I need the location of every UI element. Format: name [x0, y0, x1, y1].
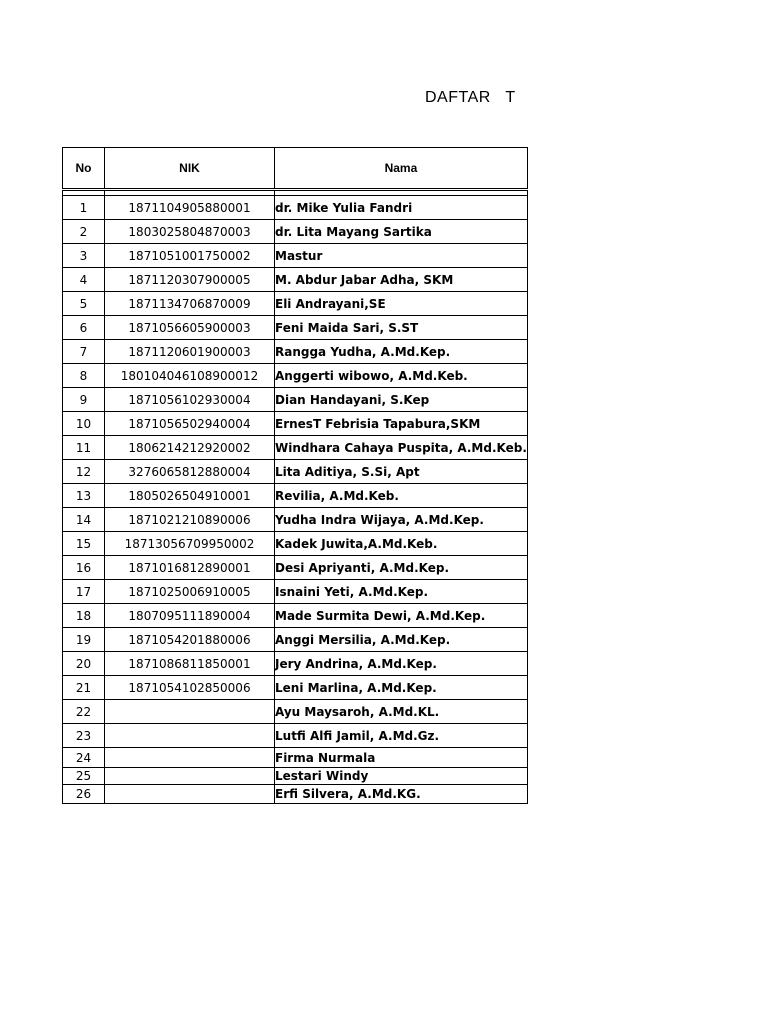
cell-no: 24 [63, 748, 105, 768]
cell-nik: 18713056709950002 [105, 532, 275, 556]
cell-nik: 1871051001750002 [105, 244, 275, 268]
cell-no: 12 [63, 460, 105, 484]
cell-no: 20 [63, 652, 105, 676]
table-row [63, 388, 528, 412]
table-header-row [63, 148, 528, 190]
cell-no: 26 [63, 785, 105, 804]
table-row [63, 292, 528, 316]
cell-nama: Yudha Indra Wijaya, A.Md.Kep. [275, 508, 528, 532]
cell-nik: 1871021210890006 [105, 508, 275, 532]
cell-nik [105, 724, 275, 748]
table-row [63, 436, 528, 460]
cell-no: 4 [63, 268, 105, 292]
cell-nama: M. Abdur Jabar Adha, SKM [275, 268, 528, 292]
table-row [63, 484, 528, 508]
table-row [63, 652, 528, 676]
table-row [63, 676, 528, 700]
cell-nik: 3276065812880004 [105, 460, 275, 484]
header-nik: NIK [105, 148, 275, 190]
cell-nik: 1871056502940004 [105, 412, 275, 436]
table-row [63, 460, 528, 484]
cell-nama: Lestari Windy [275, 768, 528, 785]
cell-nama: Erfi Silvera, A.Md.KG. [275, 785, 528, 804]
cell-no: 13 [63, 484, 105, 508]
cell-no: 22 [63, 700, 105, 724]
document-title: DAFTAR T [425, 89, 516, 106]
cell-nik [105, 768, 275, 785]
table-row [63, 268, 528, 292]
cell-nama: ErnesT Febrisia Tapabura,SKM [275, 412, 528, 436]
cell-nik: 1805026504910001 [105, 484, 275, 508]
cell-nama: Firma Nurmala [275, 748, 528, 768]
cell-nama: Feni Maida Sari, S.ST [275, 316, 528, 340]
cell-nama: Anggi Mersilia, A.Md.Kep. [275, 628, 528, 652]
table-row [63, 508, 528, 532]
cell-nik: 1806214212920002 [105, 436, 275, 460]
cell-no: 10 [63, 412, 105, 436]
header-nama: Nama [275, 148, 528, 190]
cell-nama: Made Surmita Dewi, A.Md.Kep. [275, 604, 528, 628]
cell-nik: 1871056102930004 [105, 388, 275, 412]
cell-no: 9 [63, 388, 105, 412]
cell-nik: 1871056605900003 [105, 316, 275, 340]
cell-no: 2 [63, 220, 105, 244]
table-row [63, 244, 528, 268]
cell-nik: 1807095111890004 [105, 604, 275, 628]
cell-nik [105, 785, 275, 804]
cell-no: 25 [63, 768, 105, 785]
cell-nik: 1871104905880001 [105, 196, 275, 220]
table-row [63, 220, 528, 244]
table-row [63, 532, 528, 556]
table-row [63, 604, 528, 628]
table-row [63, 748, 528, 768]
table-row [63, 580, 528, 604]
cell-nik: 1871054201880006 [105, 628, 275, 652]
cell-nama: Jery Andrina, A.Md.Kep. [275, 652, 528, 676]
cell-nama: Kadek Juwita,A.Md.Keb. [275, 532, 528, 556]
table-row [63, 628, 528, 652]
cell-no: 21 [63, 676, 105, 700]
table-row [63, 412, 528, 436]
cell-nama: Revilia, A.Md.Keb. [275, 484, 528, 508]
cell-nik: 1803025804870003 [105, 220, 275, 244]
cell-no: 8 [63, 364, 105, 388]
table-row [63, 556, 528, 580]
cell-nama: Leni Marlina, A.Md.Kep. [275, 676, 528, 700]
cell-no: 7 [63, 340, 105, 364]
cell-nik: 1871025006910005 [105, 580, 275, 604]
cell-nama: Anggerti wibowo, A.Md.Keb. [275, 364, 528, 388]
cell-nik [105, 748, 275, 768]
table-row [63, 768, 528, 785]
cell-nama: Eli Andrayani,SE [275, 292, 528, 316]
cell-nik: 1871120307900005 [105, 268, 275, 292]
table-row [63, 724, 528, 748]
cell-nama: Windhara Cahaya Puspita, A.Md.Keb. [275, 436, 528, 460]
cell-nama: dr. Lita Mayang Sartika [275, 220, 528, 244]
cell-no: 16 [63, 556, 105, 580]
cell-no: 17 [63, 580, 105, 604]
cell-no: 23 [63, 724, 105, 748]
cell-nama: Lutfi Alfi Jamil, A.Md.Gz. [275, 724, 528, 748]
cell-nama: Dian Handayani, S.Kep [275, 388, 528, 412]
cell-nik: 1871120601900003 [105, 340, 275, 364]
cell-nama: Ayu Maysaroh, A.Md.KL. [275, 700, 528, 724]
cell-nik: 1871086811850001 [105, 652, 275, 676]
cell-no: 1 [63, 196, 105, 220]
cell-no: 11 [63, 436, 105, 460]
cell-nik [105, 700, 275, 724]
cell-nama: Rangga Yudha, A.Md.Kep. [275, 340, 528, 364]
cell-no: 19 [63, 628, 105, 652]
cell-no: 6 [63, 316, 105, 340]
cell-nik: 1871134706870009 [105, 292, 275, 316]
cell-no: 3 [63, 244, 105, 268]
table-body [63, 190, 528, 804]
cell-nama: Isnaini Yeti, A.Md.Kep. [275, 580, 528, 604]
staff-table [62, 147, 528, 804]
table-row [63, 700, 528, 724]
cell-no: 18 [63, 604, 105, 628]
table-row [63, 364, 528, 388]
header-no: No [63, 148, 105, 190]
table-row [63, 196, 528, 220]
cell-no: 14 [63, 508, 105, 532]
table-row [63, 785, 528, 804]
cell-nik: 1871016812890001 [105, 556, 275, 580]
table-row [63, 316, 528, 340]
cell-nama: Desi Apriyanti, A.Md.Kep. [275, 556, 528, 580]
cell-nik: 180104046108900012 [105, 364, 275, 388]
cell-nik: 1871054102850006 [105, 676, 275, 700]
cell-nama: Mastur [275, 244, 528, 268]
cell-no: 15 [63, 532, 105, 556]
cell-no: 5 [63, 292, 105, 316]
table-row [63, 340, 528, 364]
cell-nama: dr. Mike Yulia Fandri [275, 196, 528, 220]
cell-nama: Lita Aditiya, S.Si, Apt [275, 460, 528, 484]
